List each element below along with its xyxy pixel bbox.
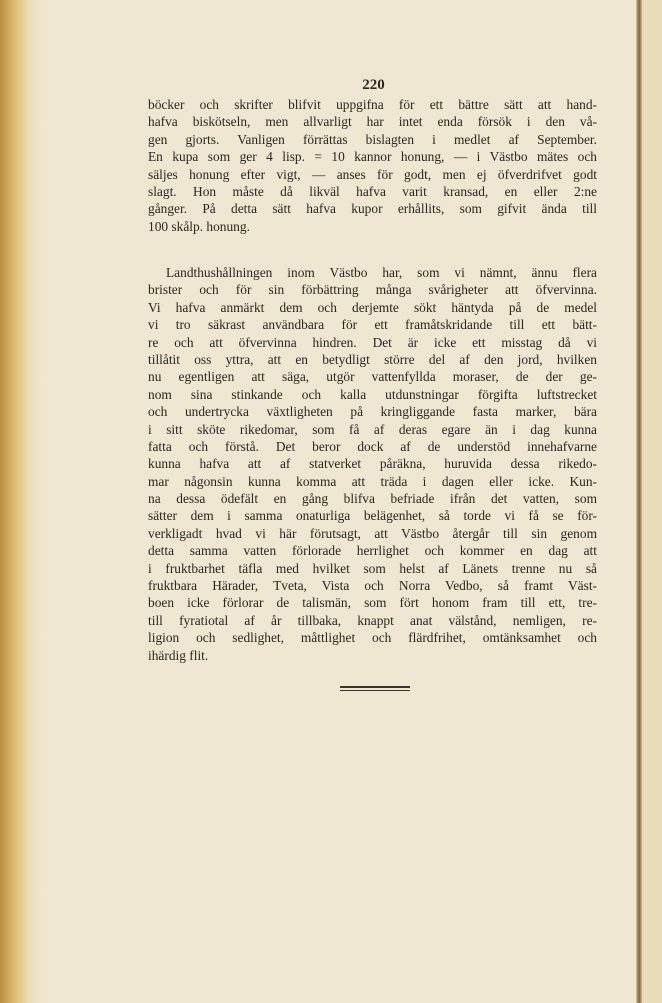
text-line: fruktbara Härader, Tveta, Vista och Norra Vedbo, så framt Väst- (148, 578, 597, 594)
text-line: 100 skålp. honung. (148, 218, 250, 234)
text-line: sätter dem i samma onaturliga belägenhet, så torde vi få se för- (148, 508, 597, 524)
text-line: brister och för sin förbättring många svårigheter att öfvervinna. (148, 282, 597, 298)
text-line: slagt. Hon måste då likväl hafva varit kransad, en eller 2:ne (148, 183, 597, 199)
paragraph-2 (148, 264, 597, 664)
text-line: säljes honung efter vigt, — anses för godt, men ej öfverdrifvet godt (148, 166, 597, 182)
text-line: hafva biskötseln, men allvarligt har intet enda försök i den vå- (148, 114, 597, 130)
book-binding-edge (0, 0, 30, 1003)
text-line: na dessa ödefält en gång blifva befriade ifrån det vatten, som (148, 491, 597, 507)
section-end-double-rule (340, 686, 410, 691)
text-line: och undertrycka växtligheten på kringliggande fasta marker, bära (148, 404, 597, 420)
text-line: nom sina stinkande och kalla utdunstningar förgifta luftstrecket (148, 386, 597, 402)
text-line: re och att öfvervinna hindren. Det är icke ett misstag då vi (148, 334, 597, 350)
text-line: detta samma vatten förlorade herrlighet och kommer en dag att (148, 543, 597, 559)
next-page-margin (642, 0, 662, 1003)
text-line: Landthushållningen inom Västbo har, som vi nämnt, ännu flera (166, 265, 597, 280)
text-line: gånger. På detta sätt hafva kupor erhållits, som gifvit ända till (148, 201, 597, 217)
text-line: gen gjorts. Vanligen förrättas bislagten i medlet af September. (148, 131, 597, 147)
page-number: 220 (362, 77, 385, 93)
paragraph-1 (148, 96, 597, 235)
text-line: tillåtit oss yttra, att en betydligt större del af den jord, hvilken (148, 351, 597, 367)
text-line: i sitt sköte rikedomar, som få af deras egare än i dag kunna (148, 421, 597, 437)
text-line: verkligadt hvad vi här förutsagt, att Västbo återgår till sin genom (148, 525, 597, 541)
text-line: till fyratiotal af år tillbaka, knappt anat välstånd, nemligen, re- (148, 612, 597, 628)
text-line: ihärdig flit. (148, 647, 209, 663)
text-line: boen icke förlorar de talismän, som fört honom fram till ett, tre- (148, 595, 597, 611)
page-gutter (30, 0, 42, 1003)
text-line: i fruktbarhet täfla med hvilket som helst af Länets trenne nu så (148, 560, 597, 576)
text-line: Vi hafva anmärkt dem och derjemte sökt häntyda på de medel (148, 299, 597, 315)
text-line: mar någonsin kunna komma att träda i dagen eller icke. Kun- (148, 473, 597, 489)
text-line: fatta och förstå. Det beror dock af de understöd innehafvarne (148, 438, 597, 454)
text-line: ligion och sedlighet, måttlighet och flärdfrihet, omtänksamhet och (148, 630, 597, 646)
text-line: vi tro säkrast användbara för ett framåtskridande till ett bätt- (148, 317, 597, 333)
text-line: nu egentligen att säga, utgör vattenfyllda moraser, de der ge- (148, 369, 597, 385)
text-line: böcker och skrifter blifvit uppgifna för ett bättre sätt att hand- (148, 97, 597, 112)
text-line: En kupa som ger 4 lisp. = 10 kannor honung, — i Västbo mätes och (148, 149, 597, 165)
text-line: kunna hafva att af statverket påräkna, huruvida dessa rikedo- (148, 456, 597, 472)
